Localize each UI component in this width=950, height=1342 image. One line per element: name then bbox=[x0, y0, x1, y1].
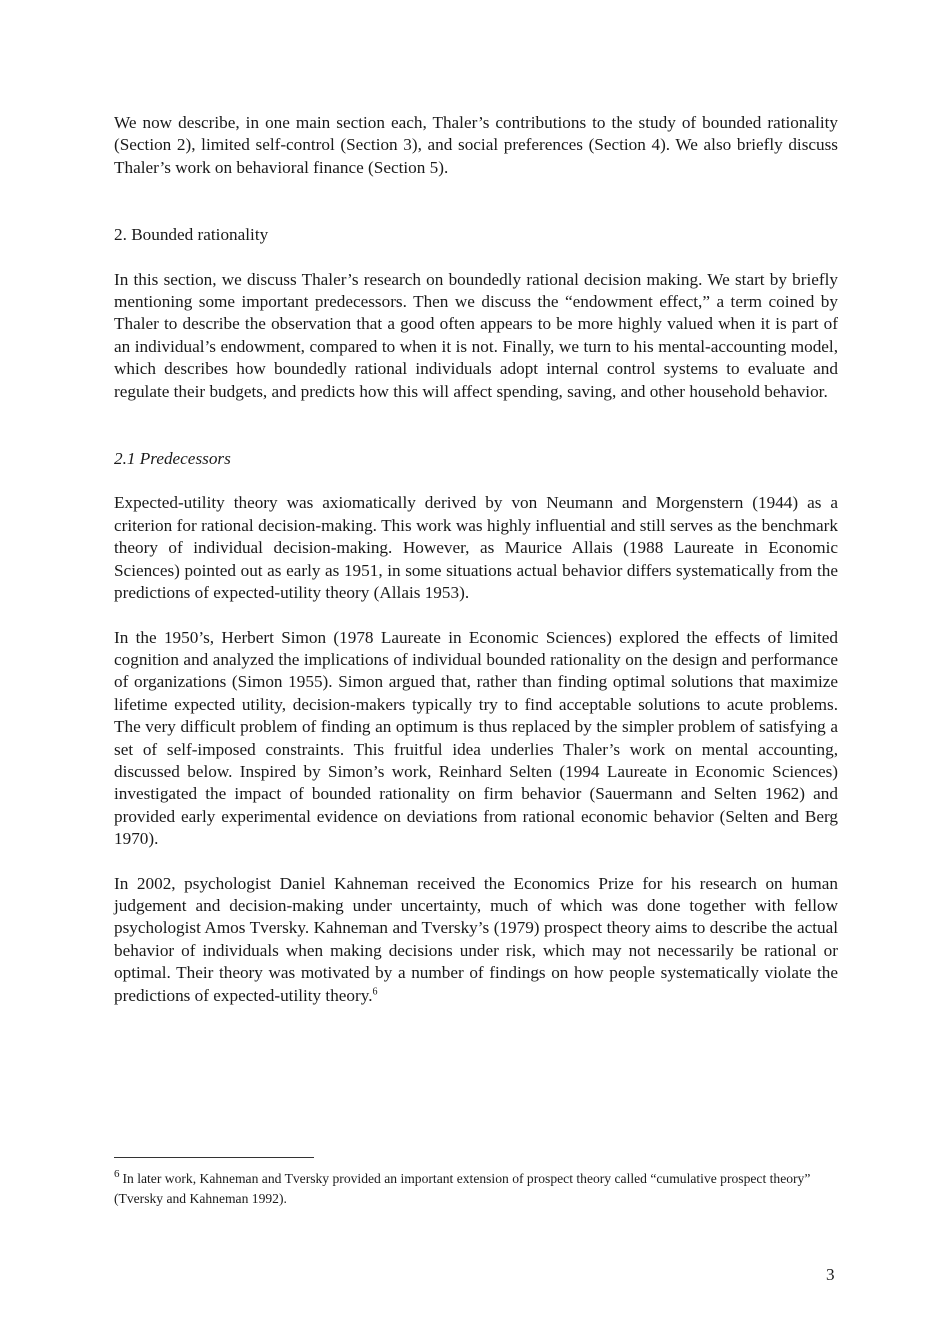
page-number: 3 bbox=[826, 1265, 835, 1284]
intro-paragraph: We now describe, in one main section each, Thaler’s contributions to the study of bounded rationality (Section 2), limited self-control (Section 3), and social preferences (Section 4). We also briefly discuss Thaler’s work on behavioral finance (Section 5). bbox=[114, 113, 838, 177]
footnote-marker: 6 bbox=[114, 1168, 120, 1181]
predecessors-paragraph-3 bbox=[114, 873, 838, 1007]
section-2-1-heading: 2.1 Predecessors bbox=[114, 449, 231, 469]
footnote-reference[interactable]: 6 bbox=[372, 985, 378, 997]
section-2-heading: 2. Bounded rationality bbox=[114, 225, 269, 245]
section-2-paragraph: In this section, we discuss Thaler’s research on boundedly rational decision making. We start by briefly mentioning some important predecessors. Then we discuss the “endowment effect,” a term coined by Thaler to describe the observation that a good often appears to be more highly valued when it is part of an individual’s endowment, compared to when it is not. Finally, we turn to his mental-accounting model, which describes how boundedly rational individuals adopt internal control systems to evaluate and regulate their budgets, and predicts how this will affect spending, saving, and other household behavior. bbox=[114, 269, 838, 401]
predecessors-paragraph-2: In the 1950’s, Herbert Simon (1978 Laureate in Economic Sciences) explored the effects of limited cognition and analyzed the implications of individual bounded rationality on the design and performance of organizations (Simon 1955). Simon argued that, rather than finding optimal solutions that maximize lifetime expected utility, decision-makers typically try to find acceptable solutions to acute problems. The very difficult problem of finding an optimum is thus replaced by the simpler problem of satisfying a set of self-imposed constraints. This fruitful idea underlies Thaler’s work on mental accounting, discussed below. Inspired by Simon’s work, Reinhard Selten (1994 Laureate in Economic Sciences) investigated the impact of bounded rationality on firm behavior (Sauermann and Selten 1962) and provided early experimental evidence on deviations from rational economic behavior (Selten and Berg 1970). bbox=[114, 627, 838, 849]
predecessors-paragraph-1: Expected-utility theory was axiomatically derived by von Neumann and Morgenstern (1944) as a criterion for rational decision-making. This work was highly influential and still serves as the benchmark theory of individual decision-making. However, as Maurice Allais (1988 Laureate in Economic Sciences) pointed out as early as 1951, in some situations actual behavior differs systematically from the predictions of expected-utility theory (Allais 1953). bbox=[114, 493, 838, 603]
footnote bbox=[114, 1169, 838, 1209]
page-body bbox=[114, 112, 838, 1007]
footnote-text: In later work, Kahneman and Tversky provided an important extension of prospect theory called “cumulative prospect theory” (Tversky and Kahneman 1992). bbox=[114, 1171, 811, 1206]
predecessors-paragraph-3-text: In 2002, psychologist Daniel Kahneman received the Economics Prize for his research on human judgement and decision-making under uncertainty, much of which was done together with fellow psychologist Amos Tversky. Kahneman and Tversky’s (1979) prospect theory aims to describe the actual behavior of individuals when making decisions under risk, which may not necessarily be rational or optimal. Their theory was motivated by a number of findings on how people systematically violate the predictions of expected-utility theory. bbox=[114, 873, 838, 1005]
footnote-divider bbox=[114, 1157, 314, 1158]
